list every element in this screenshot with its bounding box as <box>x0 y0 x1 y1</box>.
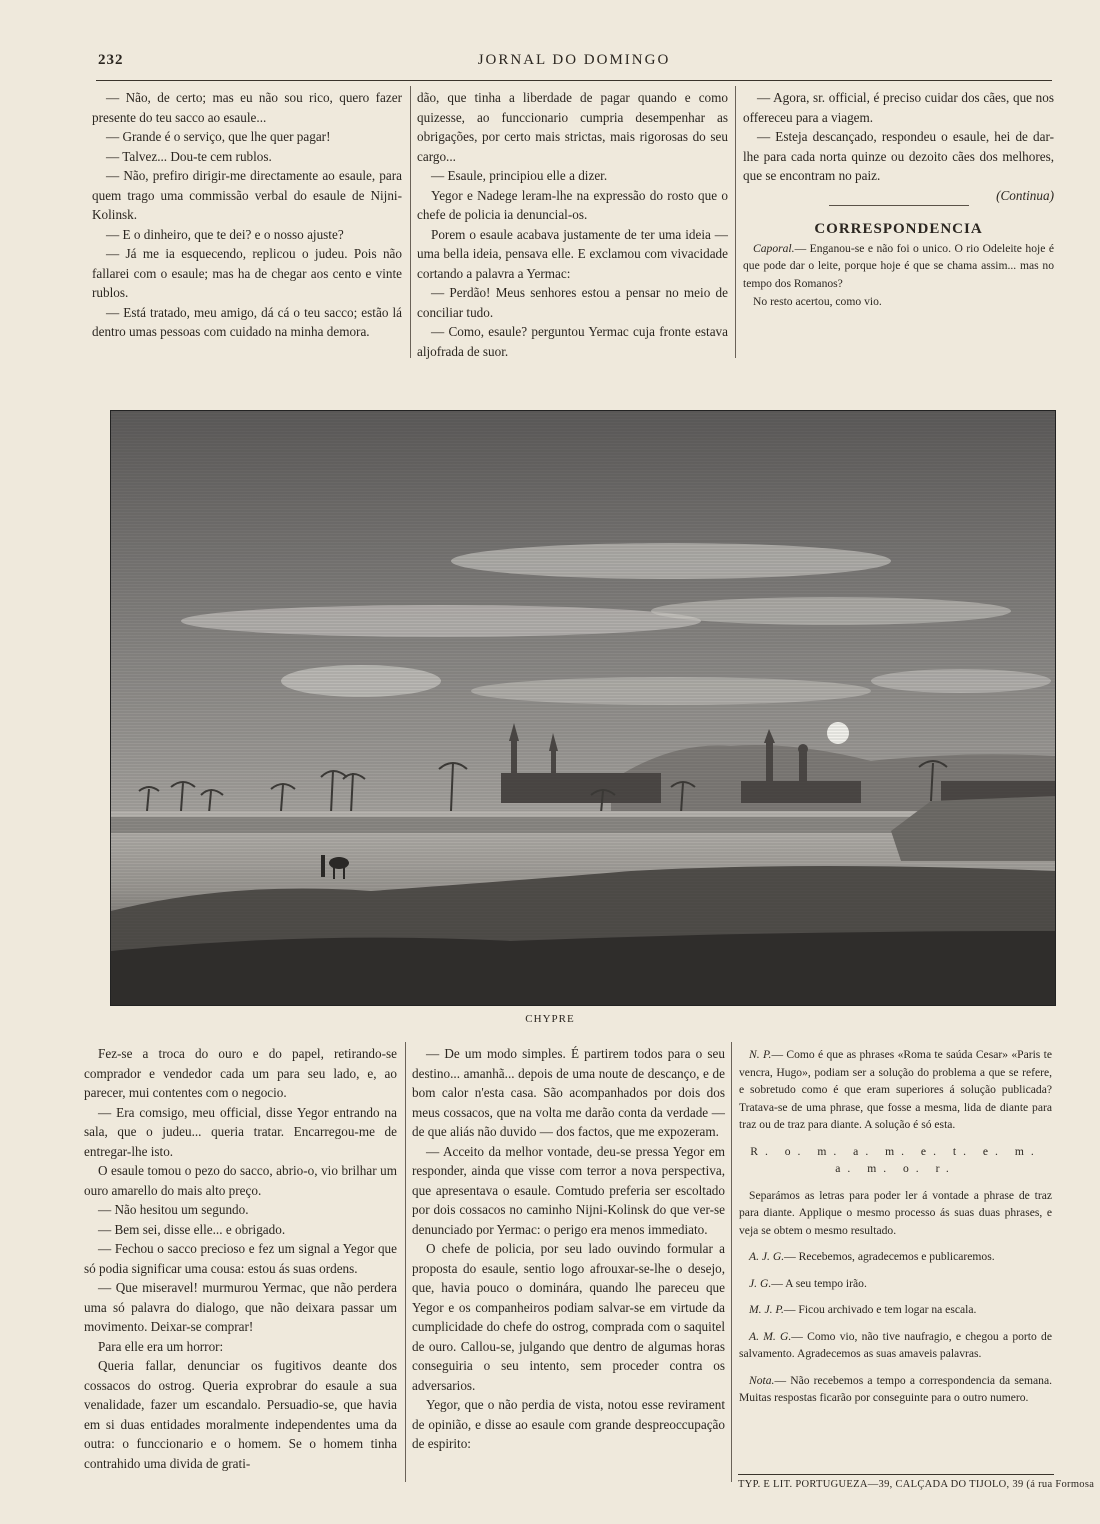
page-number: 232 <box>98 52 124 68</box>
page-header <box>96 52 1052 78</box>
correspondence-heading: CORRESPONDENCIA <box>743 205 1054 240</box>
answer-text: — Ficou archivado e tem logar na escala. <box>783 1303 977 1316</box>
answer <box>739 1275 1052 1293</box>
paragraph: — Bem sei, disse elle... e obrigado. <box>98 1221 286 1237</box>
paragraph: — E o dinheiro, que te dei? e o nosso ajuste? <box>106 226 344 242</box>
answer-name: A. J. G. <box>749 1250 785 1263</box>
answer-text: — Não recebemos a tempo a correspondencia da semana. Muitas respostas ficarão por conseguinte para o outro numero. <box>739 1373 1052 1404</box>
answer <box>739 1372 1052 1407</box>
paragraph: — Está tratado, meu amigo, dá cá o teu sacco; estão lá dentro umas pessoas com cuidado na minha demora. <box>92 304 402 339</box>
top-column-3 <box>743 88 1054 320</box>
paragraph: — Esaule, principiou elle a dizer. <box>431 168 608 183</box>
palindrome-letters: R. o. m. a. m. e. t. e. m. a. m. o. r. <box>750 1144 1041 1175</box>
paragraph: Porem o esaule acabava justamente de ter uma ideia — uma bella ideia, pensava elle. E exclamou com vivacidade cortando a palavra a Yermac: <box>417 226 728 281</box>
header-rule <box>96 80 1052 81</box>
top-column-1 <box>92 88 402 342</box>
answer-name: N. P. <box>749 1048 772 1061</box>
paragraph: O esaule tomou o pezo do sacco, abrio-o, vio brilhar um ouro amarello do mais alto preço. <box>84 1163 397 1198</box>
answer <box>739 1046 1052 1134</box>
paragraph: — Não hesitou um segundo. <box>98 1202 249 1217</box>
paragraph: Yegor, que o não perdia de vista, notou esse revirament de opinião, e disse ao esaule com grande despreoccupação de espirito: <box>412 1397 725 1451</box>
continua-note: (Continua) <box>996 187 1054 203</box>
answer <box>739 1248 1052 1266</box>
answer <box>739 1328 1052 1363</box>
corr-text: — Enganou-se e não foi o unico. O rio Odeleite hoje é que pode dar o leite, porque hoje é que se chama assim... mas no tempo dos Romanos? <box>743 241 1054 290</box>
column-divider <box>731 1042 732 1482</box>
engraving-illustration <box>110 410 1056 1006</box>
answer-text: — A seu tempo irão. <box>771 1276 867 1290</box>
paragraph: Queria fallar, denunciar os fugitivos deante dos cossacos do ostrog. Queria exprobrar do esaule a sua venalidade, fazer um escandalo. Persuadio-se, que havia em si duas entidades moralmente independentes uma da outra: o funccionario e o homem. Se o homem tinha contrahido uma divida de grati- <box>84 1358 397 1471</box>
correspondence-answers <box>739 1046 1052 1416</box>
column-divider <box>735 86 736 358</box>
bottom-column-2 <box>412 1044 725 1454</box>
printer-imprint: TYP. E LIT. PORTUGUEZA—39, CALÇADA DO TIJOLO, 39 (á rua Formosa <box>738 1474 1054 1490</box>
paragraph: dão, que tinha a liberdade de pagar quando e como quizesse, ao funccionario cumpria desempenhar as obrigações, por certo mais strictas, mais rigorosas do seu cargo... <box>417 90 728 164</box>
paragraph: — Acceito da melhor vontade, deu-se pressa Yegor em responder, ainda que visse com terror a nova perspectiva, que apresentava o esaule. Comtudo preferia ser escoltado por dois cossacos no caminho Nijni-Kolinsk do que ver-se denunciado por Yermac: o perigo era menos immediato. <box>412 1143 725 1237</box>
paragraph: — Grande é o serviço, que lhe quer pagar! <box>106 129 331 144</box>
paragraph: — Era comsigo, meu official, disse Yegor entrando na sala, que o judeu... queria tratar. Encarregou-me de entregar-lhe isto. <box>84 1104 397 1159</box>
answer-text: — Como vio, não tive naufragio, e chegou a porto de salvamento. Agradecemos as suas amaveis palavras. <box>739 1329 1052 1360</box>
paragraph: — Como, esaule? perguntou Yermac cuja fronte estava aljofrada de suor. <box>417 324 728 359</box>
paragraph: Para elle era um horror: <box>98 1338 224 1354</box>
landscape-engraving <box>111 411 1055 1005</box>
bottom-column-1 <box>84 1044 397 1473</box>
paragraph: — Talvez... Dou-te cem rublos. <box>106 148 272 164</box>
column-divider <box>410 86 411 358</box>
answer-text: Separámos as letras para poder ler á vontade a phrase de traz para diante. Applique o mesmo processo ás suas duas phrases, e veja se obtem o mesmo resultado. <box>739 1188 1052 1237</box>
answer-name: M. J. P. <box>749 1303 784 1316</box>
paragraph: — De um modo simples. É partirem todos para o seu destino... amanhã... depois de uma noute de descanço, e de bom calor n'esta casa. São acompanhados por dois dos meus cossacos, que na volta me darão conta da verdade — de que aliás não duvido — dos factos, que me expozeram. <box>412 1046 725 1139</box>
answer-name: Nota. <box>749 1373 775 1387</box>
top-column-2 <box>417 88 728 361</box>
paragraph: — Esteja descançado, respondeu o esaule, hei de dar-lhe para cada norta quinze ou dezoito cães dos melhores, que se encontram no paiz. <box>743 129 1054 183</box>
paragraph: — Perdão! Meus senhores estou a pensar no meio de conciliar tudo. <box>417 285 728 320</box>
paragraph: — Não, de certo; mas eu não sou rico, quero fazer presente do teu sacco ao esaule... <box>92 90 402 125</box>
paragraph: — Fechou o sacco precioso e fez um signal a Yegor que só podia significar uma cousa: estou ás suas ordens. <box>84 1241 397 1276</box>
paragraph: Fez-se a troca do ouro e do papel, retirando-se comprador e vendedor cada um para seu lado, e, ao parecer, mui contentes com o negocio. <box>84 1046 397 1100</box>
paragraph: — Agora, sr. official, é preciso cuidar dos cães, que nos offereceu para a viagem. <box>743 90 1054 125</box>
answer <box>739 1301 1052 1319</box>
answer-text: — Recebemos, agradecemos e publicaremos. <box>784 1250 995 1263</box>
paragraph: Yegor e Nadege leram-lhe na expressão do rosto que o chefe de policia ia denuncial-os. <box>417 187 728 222</box>
paragraph: O chefe de policia, por seu lado ouvindo formular a proposta do esaule, sentio logo afrouxar-se-lhe o desejo, que, havia pouco o dominára, quando lhe pareceu que Yegor e os companheiros podiam salvar-se em virtude da cumplicidade do chefe do ostrog, comprada com o saquitel de ouro. Callou-se, julgando que dentro de algumas horas conseguiria o seu intento, sem proceder contra os adversarios. <box>412 1241 725 1393</box>
paragraph: — Que miseravel! murmurou Yermac, que não perdera uma só palavra do dialogo, que não deixara passar um movimento. Deixar-se comprar! <box>84 1280 397 1334</box>
answer-name: J. G. <box>749 1276 772 1290</box>
journal-title: JORNAL DO DOMINGO <box>477 52 671 68</box>
illustration-caption: CHYPRE <box>525 1013 575 1025</box>
paragraph: — Não, prefiro dirigir-me directamente ao esaule, para quem trago uma commissão verbal do esaule de Nijni-Kolinsk. <box>92 168 402 222</box>
corr-name: Caporal. <box>753 241 795 255</box>
column-divider <box>405 1042 406 1482</box>
corr-text-2: No resto acertou, como vio. <box>753 295 882 308</box>
answer-name: A. M. G. <box>749 1329 792 1343</box>
paragraph: — Já me ia esquecendo, replicou o judeu. Pois não fallarei com o esaule; mas ha de chegar aos cento e vinte rublos. <box>92 246 402 300</box>
answer-text: — Como é que as phrases «Roma te saúda Cesar» «Paris te vencra, Hugo», podiam ser a solução do problema a que se refere, e sobretudo como é que eram superiores á solução publicada? Tratava-se de uma phrase, que fosse a mesma, lida de diante para traz ou de traz para diante. A solução é só esta. <box>739 1048 1052 1131</box>
